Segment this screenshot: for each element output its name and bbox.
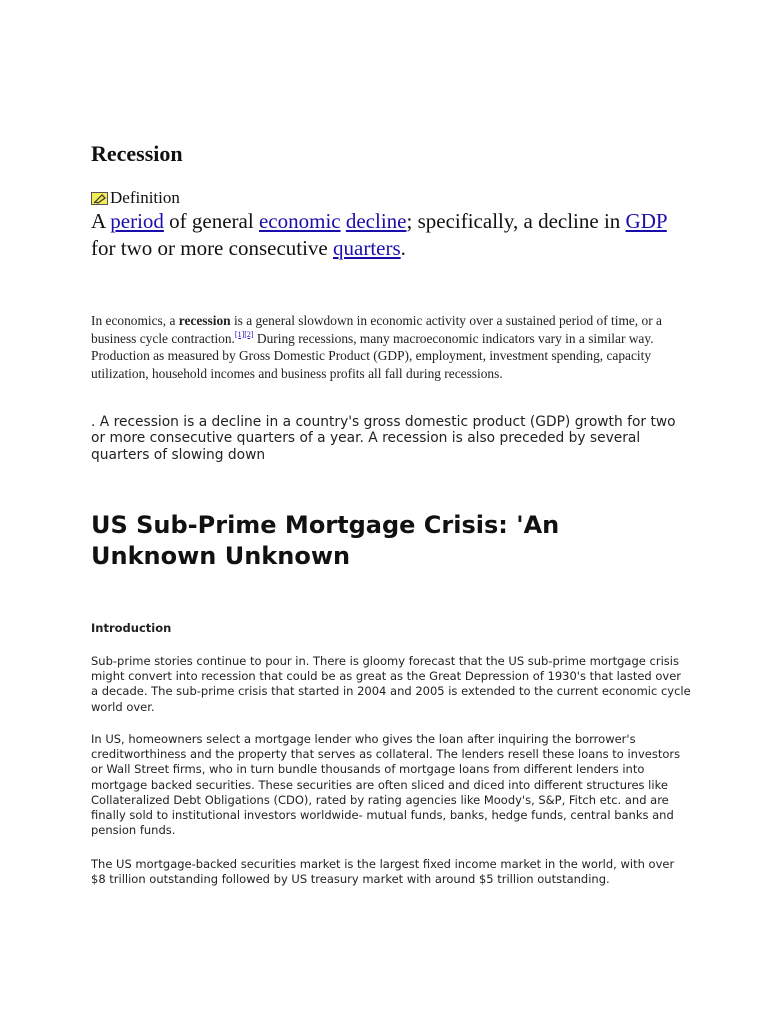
link-decline[interactable]: decline <box>345 209 407 233</box>
text-segment: In economics, a <box>91 313 179 328</box>
text-segment: . <box>400 236 406 260</box>
text-segment: for two or more consecutive <box>91 236 334 260</box>
citation-link[interactable]: [1][2] <box>234 329 254 339</box>
gdp-paragraph: . A recession is a decline in a country's gross domestic product (GDP) growth for two or more consecutive quarters of a year. A recession is also preceded by several quarters of slowing down <box>91 414 676 463</box>
section-title: US Sub-Prime Mortgage Crisis: 'An Unknown Unknown <box>91 511 560 570</box>
definition-label-row <box>91 188 180 208</box>
link-gdp[interactable]: GDP <box>625 209 667 233</box>
economics-paragraph <box>91 312 681 382</box>
text-segment: is a general slowdown in economic activity over a sustained period of time, or a business cycle contraction. <box>91 313 662 346</box>
text-segment: During recessions, many macroeconomic indicators vary in a similar way. Production as measured by Gross Domestic Product (GDP), employment, investment spending, capacity utilization, household incomes and business profits all fall during recessions. <box>91 330 654 381</box>
definition-label: Definition <box>110 188 180 207</box>
bold-term: recession <box>178 313 231 328</box>
page-title: Recession <box>91 141 183 166</box>
text-segment: of general <box>163 209 259 233</box>
link-period[interactable]: period <box>110 209 164 233</box>
intro-paragraph-3: The US mortgage-backed securities market is the largest fixed income market in the world, with over $8 trillion outstanding followed by US treasury market with around $5 trillion outstanding. <box>91 857 675 887</box>
definition-icon[interactable] <box>91 192 108 205</box>
intro-paragraph-1: Sub-prime stories continue to pour in. There is gloomy forecast that the US sub-prime mortgage crisis might convert into recession that could be as great as the Great Depression of 1930's that lasted over a decade. The sub-prime crisis that started in 2004 and 2005 is extended to the current economic cycle world over. <box>91 654 691 714</box>
text-segment: ; specifically, a decline in <box>406 209 626 233</box>
introduction-heading: Introduction <box>91 621 172 635</box>
link-economic[interactable]: economic <box>258 209 341 233</box>
text-segment: A <box>91 209 111 233</box>
definition-text <box>91 208 691 262</box>
link-quarters[interactable]: quarters <box>333 236 401 260</box>
intro-paragraph-2: In US, homeowners select a mortgage lender who gives the loan after inquiring the borrower's creditworthiness and the property that serves as collateral. The lenders resell these loans to investors or Wall Street firms, who in turn bundle thousands of mortgage loans from different lenders into mortgage backed securities. These securities are often sliced and diced into different structures like Collateralized Debt Obligations (CDO), rated by rating agencies like Moody's, S&P, Fitch etc. and are finally sold to institutional investors worldwide- mutual funds, banks, hedge funds, central banks and pension funds. <box>91 732 681 838</box>
